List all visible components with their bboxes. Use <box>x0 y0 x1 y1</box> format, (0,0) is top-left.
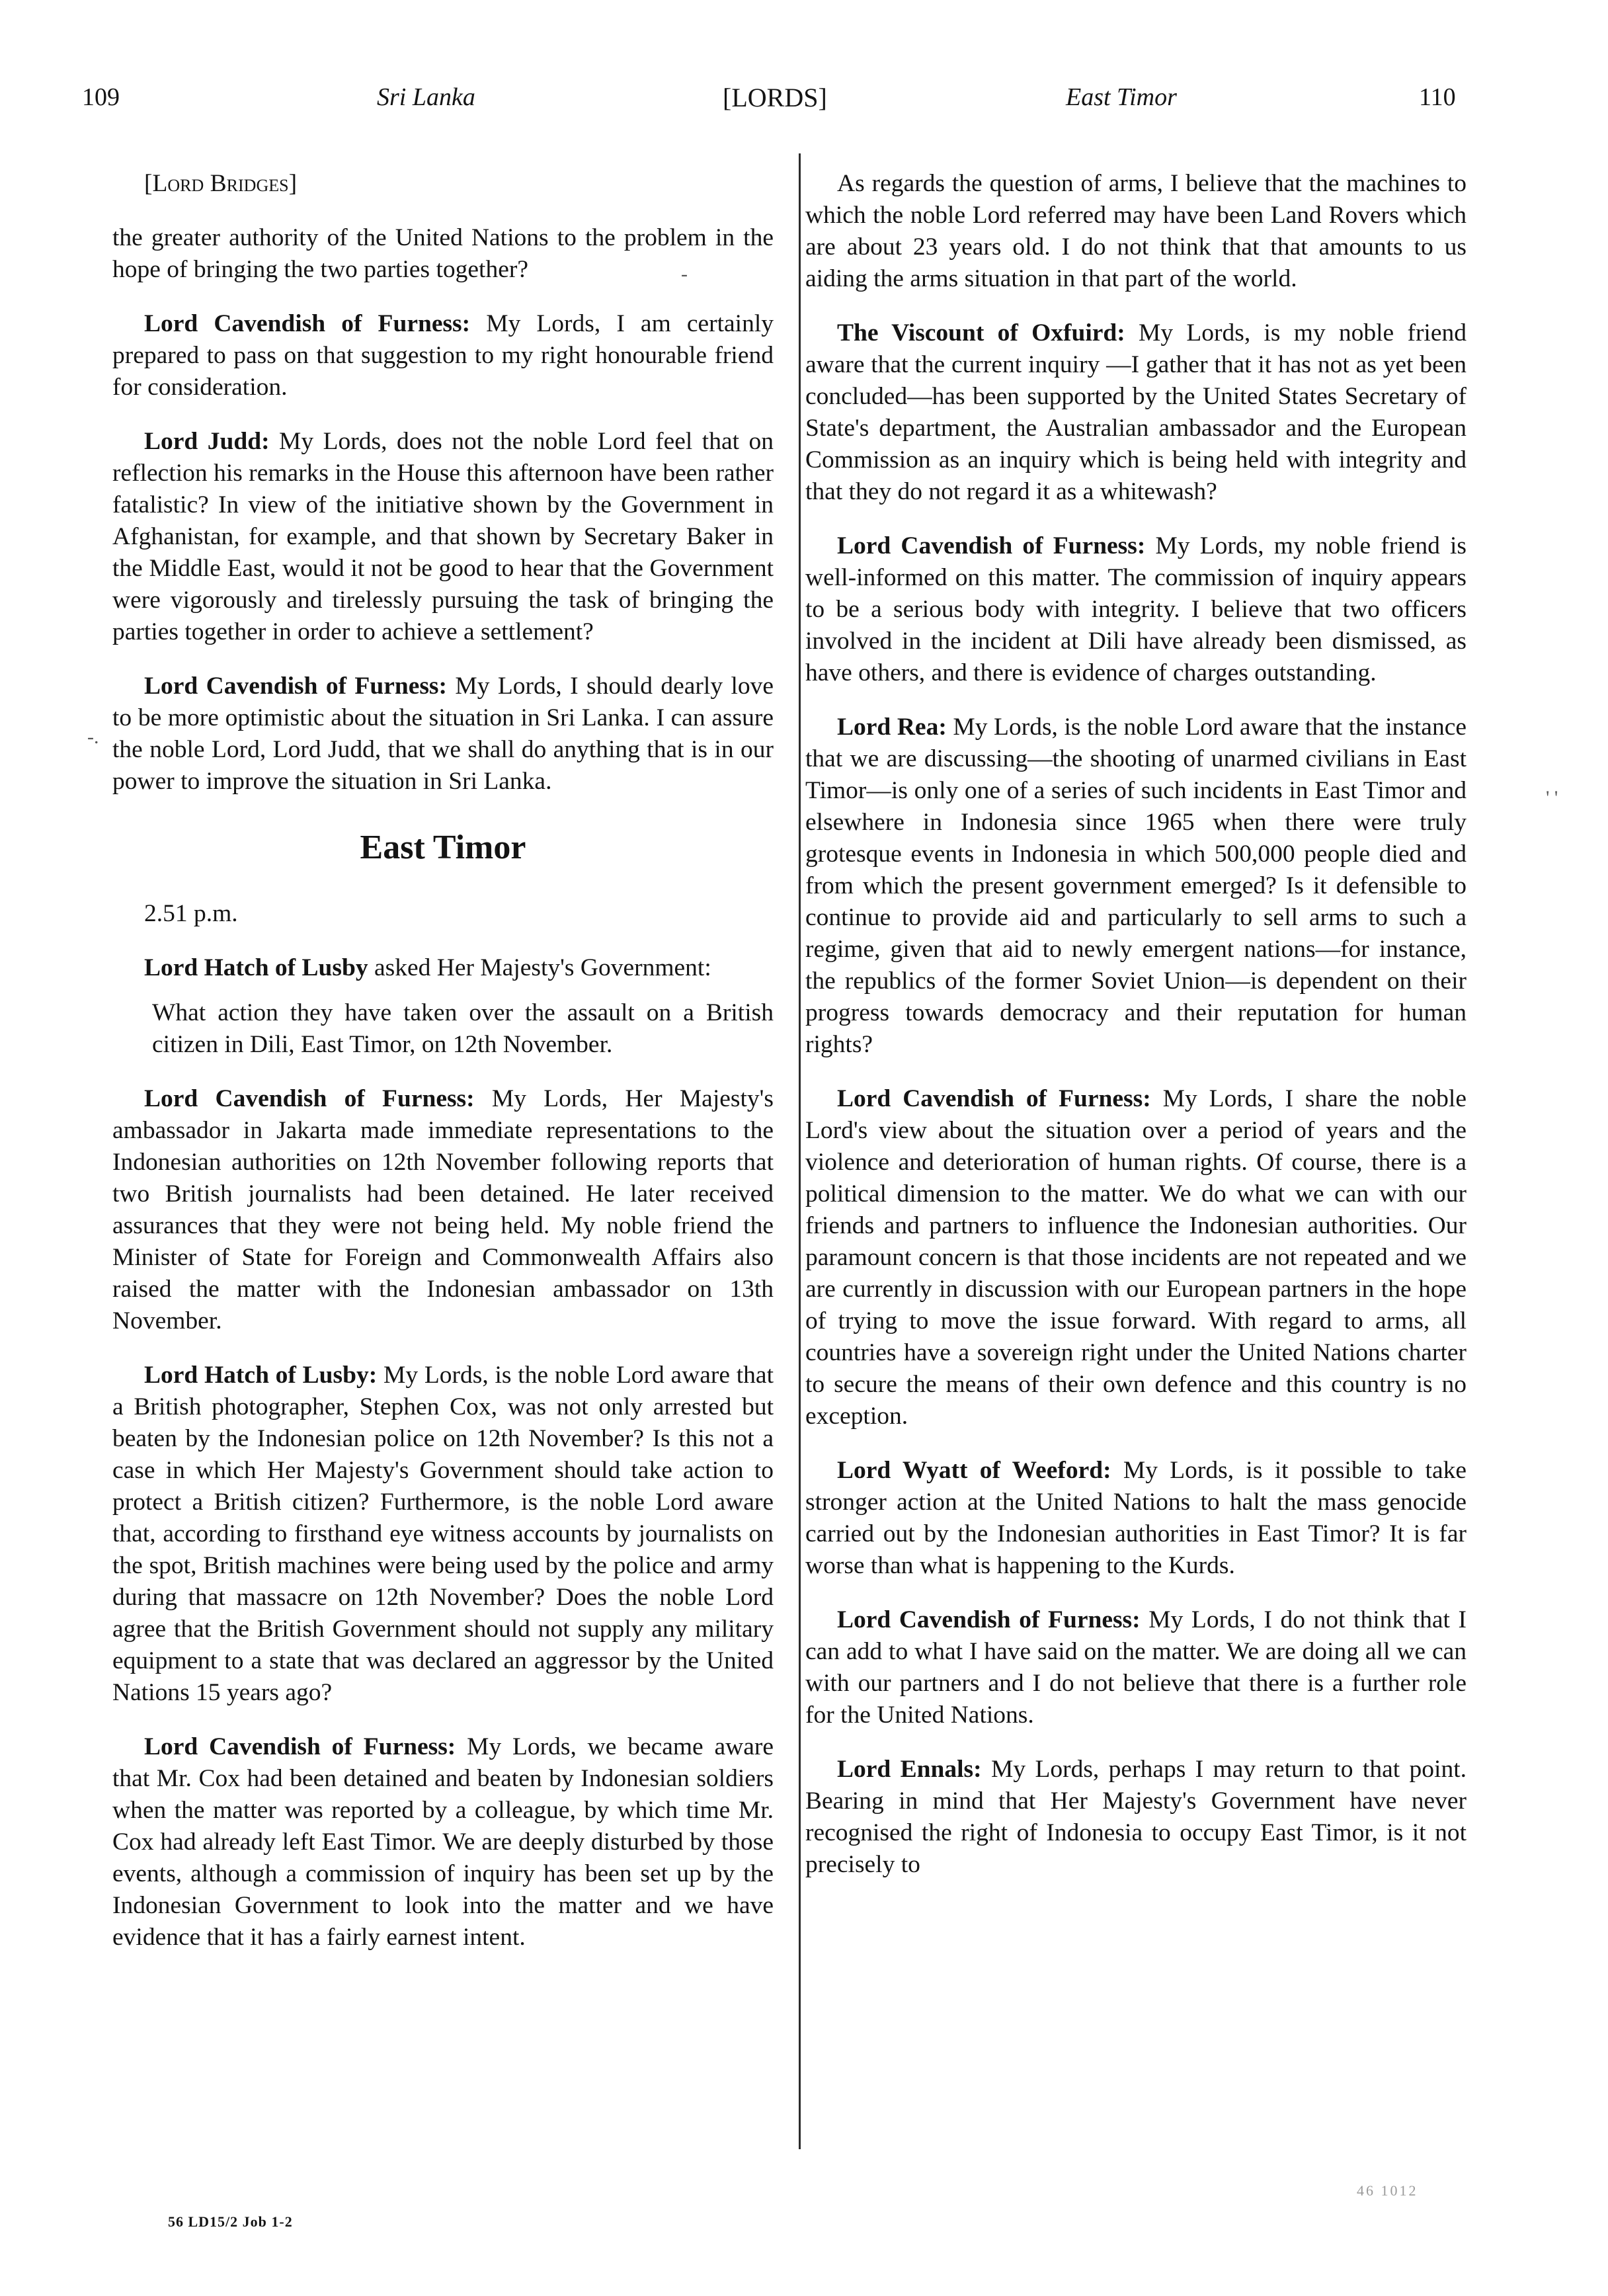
speaker-name: Lord Cavendish of Furness: <box>837 532 1146 559</box>
speech-text: My Lords, we became aware that Mr. Cox had been detained and beaten by Indonesian soldiers when the matter was reported by a colleague, by which time Mr. Cox had already left East Timor. We are deeply disturbed by those events, although a commission of inquiry has been set up by the Indonesian Government to look into the matter and we have evidence that it has a fairly earnest intent. <box>112 1733 774 1951</box>
speaker-name: Lord Cavendish of Furness: <box>144 1733 456 1760</box>
speech-paragraph <box>805 1604 1467 1731</box>
speaker-name: Lord Cavendish of Furness: <box>144 310 471 337</box>
speech-paragraph <box>112 1360 774 1709</box>
speech-paragraph <box>112 426 774 648</box>
speaker-name: Lord Cavendish of Furness: <box>837 1085 1151 1112</box>
speech-text: My Lords, my noble friend is well-informed on this matter. The commission of inquiry appears to be a serious body with integrity. I believe that two officers involved in the incident at Dili have already been dismissed, as have others, and there is evidence of charges outstanding. <box>805 532 1467 686</box>
speaker-name: Lord Rea: <box>837 714 947 741</box>
scan-mark: -. <box>87 726 99 748</box>
column-number-right: 110 <box>1419 83 1456 111</box>
speech-text: My Lords, I do not think that I can add to what I have said on the matter. We are doing all we can with our partners and I do not believe that there is a further role for the United Nations. <box>805 1606 1467 1729</box>
speech-paragraph <box>112 1731 774 1953</box>
speech-text: My Lords, is my noble friend aware that the current inquiry —I gather that it has not as yet been concluded—has been supported by the United States Secretary of State's department, the Australian ambassador and the European Commission as an inquiry which is being held with integrity and that they do not regard it as a whitewash? <box>805 319 1467 505</box>
section-heading: East Timor <box>360 829 526 866</box>
paragraph: the greater authority of the United Nations to the problem in the hope of bringing the two parties together? <box>112 224 774 283</box>
house-label: [LORDS] <box>723 83 827 112</box>
left-column <box>112 168 774 1976</box>
speech-text: My Lords, does not the noble Lord feel that on reflection his remarks in the House this afternoon have been rather fatalistic? In view of the initiative shown by the Government in Afghanistan, for example, and that shown by Secretary Baker in the Middle East, would it not be good to hear that the Government were vigorously and tirelessly pursuing the task of bringing the parties together in order to achieve a settlement? <box>112 428 774 645</box>
page-mark: 46 1012 <box>1357 2182 1418 2199</box>
speaker-name: Lord Wyatt of Weeford: <box>837 1457 1111 1484</box>
speech-text: asked Her Majesty's Government: <box>368 954 711 981</box>
right-column <box>805 168 1467 1903</box>
speech-paragraph <box>805 1455 1467 1582</box>
continuation-speaker: [Lord Bridges] <box>144 170 298 197</box>
speech-paragraph <box>112 1083 774 1337</box>
print-job-code: 56 LD15/2 Job 1-2 <box>168 2213 293 2230</box>
speech-text: My Lords, Her Majesty's ambassador in Jakarta made immediate representations to the Indonesian authorities on 12th November following reports that two British journalists had been detained. He later received assurances that they were not being held. My noble friend the Minister of State for Foreign and Commonwealth Affairs also raised the matter with the Indonesian ambassador on 13th November. <box>112 1085 774 1334</box>
speech-paragraph <box>805 712 1467 1061</box>
column-number-left: 109 <box>82 83 120 111</box>
column-divider <box>799 153 801 2149</box>
sitting-time: 2.51 p.m. <box>144 900 238 927</box>
running-head-left: Sri Lanka <box>377 83 475 111</box>
speech-text: My Lords, is the noble Lord aware that a British photographer, Stephen Cox, was not only arrested but beaten by the Indonesian police on 12th November? Is this not a case in which Her Majesty's Government should take action to protect a British citizen? Furthermore, is the noble Lord aware that, according to firsthand eye witness accounts by journalists on the spot, British machines were being used by the police and army during that massacre on 12th November? Does the noble Lord agree that the British Government should not supply any military equipment to a state that was declared an aggressor by the United Nations 15 years ago? <box>112 1362 774 1706</box>
speech-text: My Lords, is the noble Lord aware that the instance that we are discussing—the shooting of unarmed civilians in East Timor—is only one of a series of such incidents in East Timor and elsewhere in Indonesia since 1965 when there were truly grotesque events in Indonesia in which 500,000 people died and from which the present government emerged? Is it defensible to continue to provide aid and particularly to sell arms to such a regime, given that aid to newly emergent nations—for instance, the republics of the former Soviet Union—is dependent on their progress towards democracy and their reputation for human rights? <box>805 714 1467 1058</box>
speech-paragraph <box>805 1754 1467 1881</box>
speech-paragraph <box>112 308 774 403</box>
speaker-name: Lord Hatch of Lusby: <box>144 1362 378 1389</box>
speaker-name: The Viscount of Oxfuird: <box>837 319 1125 347</box>
speaker-name: Lord Cavendish of Furness: <box>144 1085 475 1112</box>
speaker-name: Lord Cavendish of Furness: <box>144 673 448 700</box>
running-head-right: East Timor <box>1066 83 1177 111</box>
speaker-name: Lord Ennals: <box>837 1756 982 1783</box>
speech-text: My Lords, I should dearly love to be more optimistic about the situation in Sri Lanka. I can assure the noble Lord, Lord Judd, that we shall do anything that is in our power to improve the situation in Sri Lanka. <box>112 673 774 795</box>
speaker-name: Lord Hatch of Lusby <box>144 954 368 981</box>
speech-text: My Lords, I share the noble Lord's view about the situation over a period of years and the violence and deterioration of human rights. Of course, there is a political dimension to the matter. We do what we can with our friends and partners to influence the Indonesian authorities. Our paramount concern is that those incidents are not repeated and we are currently in discussion with our European partners in the hope of trying to move the issue forward. With regard to arms, all countries have a sovereign right under the United Nations charter to secure the means of their own defence and this country is no exception. <box>805 1085 1467 1430</box>
scan-mark: ' ' <box>1546 787 1558 809</box>
speech-text: My Lords, perhaps I may return to that point. Bearing in mind that Her Majesty's Government have never recognised the right of Indonesia to occupy East Timor, is it not precisely to <box>805 1756 1467 1878</box>
speech-paragraph <box>805 317 1467 508</box>
speech-paragraph <box>805 1083 1467 1432</box>
speech-paragraph <box>805 530 1467 689</box>
speech-paragraph <box>112 671 774 798</box>
speech-text: My Lords, is it possible to take stronger action at the United Nations to halt the mass genocide carried out by the Indonesian authorities in East Timor? It is far worse than what is happening to the Kurds. <box>805 1457 1467 1579</box>
paragraph: As regards the question of arms, I believe that the machines to which the noble Lord referred may have been Land Rovers which are about 23 years old. I do not think that that amounts to us aiding the arms situation in that part of the world. <box>805 170 1467 292</box>
question-text: What action they have taken over the assault on a British citizen in Dili, East Timor, on 12th November. <box>152 999 774 1058</box>
scan-mark: - <box>681 263 688 285</box>
speech-text: My Lords, I am certainly prepared to pass on that suggestion to my right honourable friend for consideration. <box>112 310 774 401</box>
speaker-name: Lord Judd: <box>144 428 270 455</box>
speaker-name: Lord Cavendish of Furness: <box>837 1606 1141 1633</box>
speech-paragraph <box>112 952 774 984</box>
